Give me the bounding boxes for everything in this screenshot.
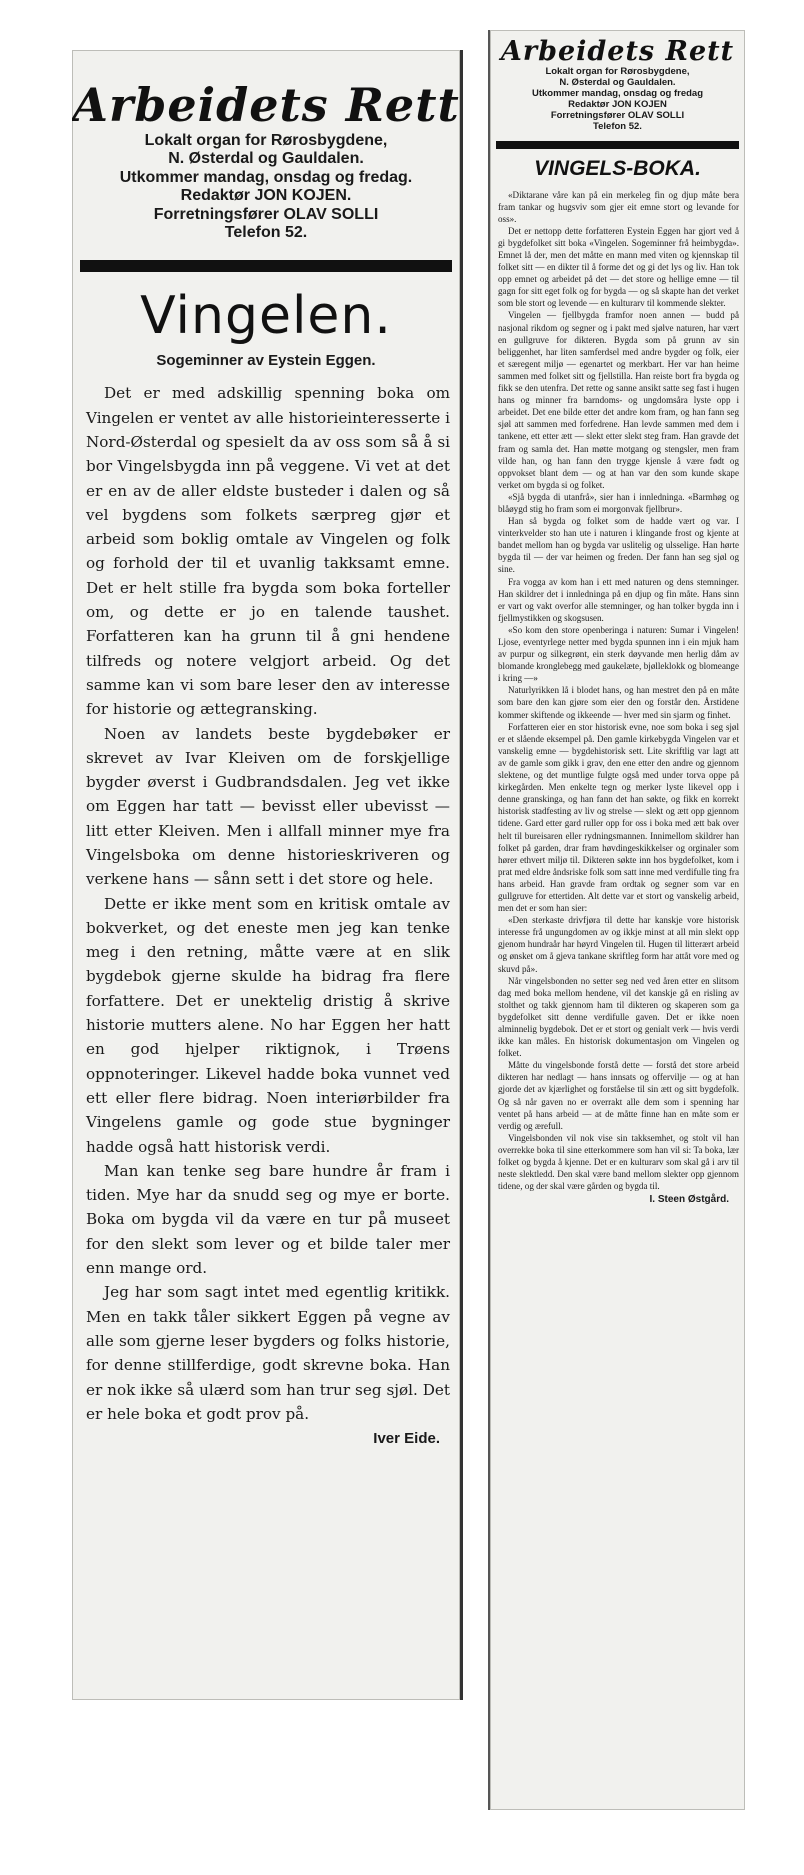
paragraph: «Diktarane våre kan på ein merkeleg fin og djup måte bera fram tankar og hugsviv som gjer eit emne stort og levande for oss». (498, 189, 739, 224)
sub-line-left-4: Forretningsfører OLAV SOLLI (153, 205, 379, 223)
paragraph: Det er med adskillig spenning boka om Vingelen er ventet av alle historieinteresserte i Nord-Østerdal og spesielt da av oss som så å si bor Vingelsbygda inn på veggene. Vi vet at det er en av de aller eldste busteder i dalen og så vel bygdens som folkets særpreg gjør et arbeid som boklig omtale av Vingelen og folk og forhold der til et uvanlig takksamt emne. Det er helt stille fra bygda som boka forteller om, og dette er jo en talende taushet. Forfatteren kan ha grunn til å gni hendene tilfreds og notere velgjort arbeid. Og det samme kan vi som bare leser den av interesse for historie og ættegransking. (86, 384, 450, 719)
paragraph: «Den sterkaste drivfjøra til dette har kanskje vore historisk interesse frå ungungdomen av og ikkje minst at all min slekt opp gjenom hundraår har høyrd Vingelen til. Hugen til litterært arbeid og ønsket om å gjeva tankane skriftleg form har attåt vore med og skuvd på». (498, 915, 739, 974)
sub-line-left-2: Utkommer mandag, onsdag og fredag. (119, 168, 413, 186)
sub-line-right-0: Lokalt organ for Rørosbygdene, (545, 66, 690, 77)
sub-line-right-5: Telefon 52. (593, 120, 642, 132)
sub-line-right-1: N. Østerdal og Gauldalen. (559, 76, 676, 88)
clipping-left (72, 50, 463, 1700)
paragraph: Dette er ikke ment som en kritisk omtale av bokverket, og det eneste men jeg kan tenke meg i den retning, måtte være at en slik bygdebok gjerne skulde ha bidrag fra flere forfattere. Det er unektelig dristig å skrive historie mutters alene. No har Eggen her hatt en god hjelper riktignok, i Trøens oppnoteringer. Likevel hadde boka vunnet ved ett eller flere bidrag. Noen interiørbilder fra Vingelens gamle og gode stue bygninger hadde også hatt historisk verdi. (86, 894, 450, 1156)
paragraph: Han så bygda og folket som de hadde vært og var. I vinterkvelder sto han ute i naturen i klingande frost og kjente at bandet mellom han og bygda var uslitelig og ulsselige. Han hørte bygda til — der var heimen og freden. Der fann han seg sjøl og sine. (498, 516, 739, 575)
sub-line-left-1: N. Østerdal og Gauldalen. (168, 150, 364, 168)
sub-line-left-3: Redaktør JON KOJEN. (180, 187, 352, 205)
masthead-rule-right (496, 141, 739, 149)
clipping-right (488, 30, 745, 1810)
article-headline-left: Vingelen. (140, 286, 392, 347)
paragraph: «So kom den store openberinga i naturen: Sumar i Vingelen! Ljose, eventyrlege netter med bygda spunnen inn i ein mjuk ham av purpur og silkegrønt, ein sterk døyvande men herlig dåm av blomande kronglebegg med gaukelæte, bjølleklokk og blomeange i kring —» (498, 624, 739, 684)
paragraph: Man kan tenke seg bare hundre år fram i tiden. Mye har da snudd seg og mye er borte. Boka om bygda vil da være en tur på museet for den slekt som lever og et bilde taler mer enn mange ord. (86, 1161, 450, 1278)
author-signature-left: Iver Eide. (373, 1430, 440, 1448)
author-signature-right: I. Steen Østgård. (649, 1194, 729, 1206)
article-body-right (490, 189, 745, 1193)
paragraph: Naturlyrikken lå i blodet hans, og han mestret den på en måte som bare den kan gjøre som eier den og forstår den. Årstidene kommer skiftende og ikkeende — hver med sin sjarm og finhet. (498, 685, 739, 720)
paragraph: Det er nettopp dette forfatteren Eystein Eggen har gjort ved å gi bygdefolket sitt boka «Vingelen. Sogeminner frå heimbygda». Emnet lå der, men det måtte en mann med viten og kjennskap til folket sitt — en dikter til å forme det og gi det lys og liv. Han tok opp emnet og arbeidet på det — det store og hellige emne — til gagn for sitt eget folk og for bygda — og så skapte han det verket som ble stort og levende — en kulturarv til kommende slekter. (498, 225, 739, 309)
article-body-left (72, 381, 460, 1426)
paragraph: Når vingelsbonden no setter seg ned ved åren etter en slitsom dag med boka mellom hendene, vil det kanskje gå en risling av stolthet og takk gjennom ham til dikteren og skaperen som ga bygdefolket sitt denne verdifulle gaven. Det er ikke noen alminnelig bygdebok. Det er et stort og genialt verk — hvis verdi ikke kan måles. En historisk dokumentasjon om Vingelen og folket. (498, 975, 739, 1059)
masthead-right: Arbeidets Rett (500, 36, 735, 67)
paragraph: Fra vogga av kom han i ett med naturen og dens stemninger. Han skildrer det i innledninga på en djup og fin måte. Hans sinn er vart og vakt overfor alle stemninger, og han tolker bygda inn i fjellmystikken og skogsusen. (498, 576, 739, 623)
sub-line-left-0: Lokalt organ for Rørosbygdene, (144, 132, 388, 149)
paragraph: Noen av landets beste bygdebøker er skrevet av Ivar Kleiven om de forskjellige bygder øverst i Gudbrandsdalen. Jeg vet ikke om Eggen har tatt — bevisst eller ubevisst — litt etter Kleiven. Men i allfall minner mye fra Vingelsboka om denne historieskriveren og verkene hans — sånn sett i det store og hele. (86, 724, 450, 889)
masthead-rule-left (80, 260, 452, 272)
paragraph: Forfatteren eier en stor historisk evne, noe som boka i seg sjøl er et slående eksempel på. Den gamle kirkebygda Vingelen var et vanskelig emne — bygdehistorisk sett. Lite skriftlig var lagt att av de gamle som gikk i grav, den ene etter den andre og gjennom slektene, og det muntlige fulgte også med under torva oppe på kirkegården. Men enkelte tegn og merker lyste likevel opp i denne granskinga, og han fann det han søkte, og fikk en korrekt historisk stadfesting av liv og strelse — slekt og ætt opp gjennom tidene. Gard etter gard ruller opp for oss i boka med ætt bak over helt til bureisaren eller rydningsmannen. Innimellom skildrer han folket på garden, drar fram høvdingeskikkelser og orginaler som hører ethvert miljø til. Dikteren søkte inn hos bygdefolket, kom i prat med eldre åndsriske folk som satt inne med verdifulle ting fra hans arbeid. Han gravde fram ordtak og segner som var en gullgruve for ettertiden. Alt dette var et stort og vanskelig arbeid, men det er som han sier: (498, 721, 739, 914)
sub-line-right-2: Utkommer mandag, onsdag og fredag (531, 87, 704, 99)
paragraph: Vingelsbonden vil nok vise sin takksemhet, og stolt vil han overrekke boka til sine etterkommere som han vil si: Ta boka, lær folket og bygda å kjenne. Det er en kulturarv som skal gå i arv til neste slektledd. Den skal være band mellom slekter opp gjennom tidene, og der skal være gården og bygda til. (498, 1132, 739, 1192)
paragraph: Jeg har som sagt intet med egentlig kritikk. Men en takk tåler sikkert Eggen på vegne av alle som gjerne leser bygders og folks historie, for denne stillferdige, godt skrevne boka. Han er nok ikke så ulærd som han trur seg sjøl. Det er hele boka et godt prov på. (86, 1283, 450, 1423)
paragraph: Vingelen — fjellbygda framfor noen annen — budd på nasjonal rikdom og segner og i pakt med sjølve naturen, har vært en gullgruve for dikteren. Bygda som på grunn av sin beliggenhet, har liten samferdsel med andre bygder og folk, eier et særegent miljø — egenartet og merkbart. Her var han heime sammen med folket sitt og fjellstilla. Han reiste bort fra bygda og fikk se den utenfra. Det rette og sanne ansikt satte seg fast i hugen hans og minner fra barndoms- og ungdomsåra lyste opp i arbeidet. Det ene bilde etter det andre kom fram, og han fann seg sjøl att sammen med forfedrene. Han levde sammen med dem i tankene, ett etter ætt — slekt etter slekt steg fram. Han gravde det fram og samla det. Han møtte motgang og stengsler, men fram vilde han, og han fann den trygge kjensle å være født og oppvokset blant dem — og at han var den som kunde skape verket om bygda si og folket. (498, 310, 739, 490)
masthead-left: Arbeidets Rett (72, 78, 460, 132)
article-headline-right: VINGELS-BOKA. (534, 156, 701, 180)
paragraph: «Sjå bygda di utanfrå», sier han i innledninga. «Barmhøg og blåøygd stig ho fram som ei morgonvak fjellbrur». (498, 491, 739, 514)
sub-line-right-3: Redaktør JON KOJEN (568, 98, 667, 110)
sub-line-right-4: Forretningsfører OLAV SOLLI (550, 109, 685, 121)
article-subhead-left: Sogeminner av Eystein Eggen. (156, 352, 376, 370)
sub-line-left-5: Telefon 52. (224, 223, 308, 241)
paragraph: Måtte du vingelsbonde forstå dette — forstå det store arbeid dikteren har nedlagt — hans innsats og offervilje — og at han gjorde det av kjærlighet og forståelse til sin ætt og sitt bygdefolk. Og så når gaven no er overrakt alle dem som i spenning har ventet på hans arbeid — at de måtte finne han en måte som er verdig og ærefull. (498, 1060, 739, 1131)
